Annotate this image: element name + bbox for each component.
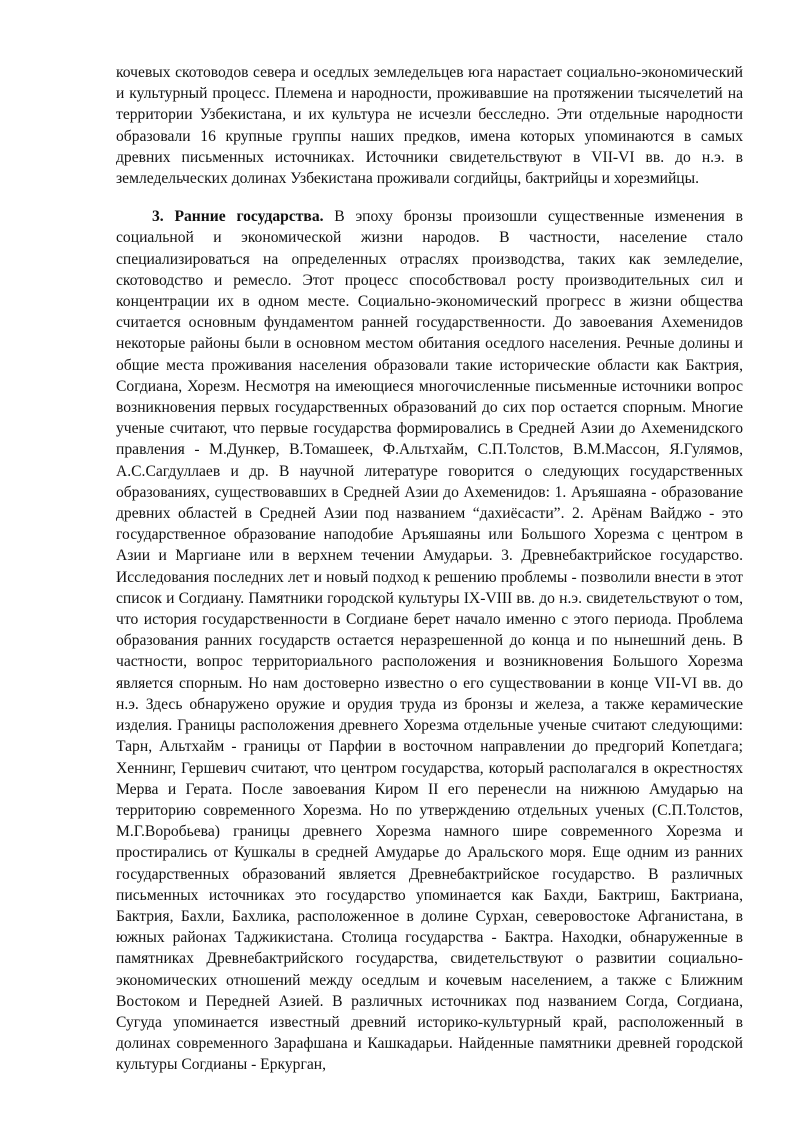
paragraph-early-states-body: В эпоху бронзы произошли существенные изменения в социальной и экономической жизни народов. В частности, население стало специализироваться на определенных отраслях производства, таких как земледелие, скотоводство и ремесло. Этот процесс способствовал росту производительных сил и концентрации их в одном месте. Социально-экономический прогресс в жизни общества считается основным фундаментом ранней государственности. До завоевания Ахеменидов некоторые районы были в основном местом обитания оседлого населения. Речные долины и общие места проживания населения образовали такие исторические области как Бактрия, Согдиана, Хорезм. Несмотря на имеющиеся многочисленные письменные источники вопрос возникновения первых государственных образований до сих пор остается спорным. Многие ученые считают, что первые государства формировались в Средней Азии до Ахеменидского правления - М.Дункер, В.Томашеек, Ф.Альтхайм, С.П.Толстов, В.М.Массон, Я.Гулямов, А.С.Сагдуллаев и др. В научной литературе говорится о следующих государственных образованиях, существовавших в Средней Азии до Ахеменидов: 1. Аръяшаяна - образование древних областей в Средней Азии под названием “дахиёсасти”. 2. Арёнам Вайджо - это государственное образование наподобие Аръяшаяны или Большого Хорезма с центром в Азии и Маргиане или в верхнем течении Амударьи. 3. Древнебактрийское государство. Исследования последних лет и новый подход к решению проблемы - позволили внести в этот список и Согдиану. Памятники городской культуры IX-VIII вв. до н.э. свидетельствуют о том, что история государственности в Согдиане берет начало именно с этого периода. Проблема образования ранних государств остается неразрешенной до конца и по нынешний день. В частности, вопрос территориального расположения и возникновения Большого Хорезма является спорным. Но нам достоверно известно о его существовании в конце VII-VI вв. до н.э. Здесь обнаружено оружие и орудия труда из бронзы и железа, а также керамические изделия. Границы расположения древнего Хорезма отдельные ученые считают следующими: Тарн, Альтхайм - границы от Парфии в восточном направлении до предгорий Копетдага; Хеннинг, Гершевич считают, что центром государства, который располагался в окрестностях Мерва и Герата. После завоевания Киром II его перенесли на нижнюю Амударью на территорию современного Хорезма. Но по утверждению отдельных ученых (С.П.Толстов, М.Г.Воробьева) границы древнего Хорезма намного шире современного Хорезма и простирались от Кушкалы в средней Амударье до Аральского моря. Еще одним из ранних государственных образований является Древнебактрийское государство. В различных письменных источниках это государство упоминается как Бахди, Бактриш, Бактриана, Бактрия, Бахли, Бахлика, расположенное в долине Сурхан, северовостоке Афганистана, в южных районах Таджикистана. Столица государства - Бактра. Находки, обнаруженные в памятниках Древнебактрийского государства, свидетельствуют о развитии социально-экономических отношений между оседлым и кочевым населением, а также с Ближним Востоком и Передней Азией. В различных источниках под названием Согда, Согдиана, Сугуда упоминается известный древний историко-культурный край, расположенный в долинах современного Зарафшана и Кашкадарьи. Найденные памятники древней городской культуры Согдианы - Еркурган, [116, 208, 743, 1074]
paragraph-early-states [116, 206, 743, 1075]
paragraph-intro: кочевых скотоводов севера и оседлых земледельцев юга нарастает социально-экономический и культурный процесс. Племена и народности, проживавшие на протяжении тысячелетий на территории Узбекистана, и их культура не исчезли бесследно. Эти отдельные народности образовали 16 крупные группы наших предков, имена которых упоминаются в самых древних письменных источниках. Источники свидетельствуют в VII-VI вв. до н.э. в земледельческих долинах Узбекистана проживали согдийцы, бактрийцы и хорезмийцы. [116, 64, 743, 188]
document-page [116, 62, 743, 1076]
section-heading: 3. Ранние государства. [152, 208, 324, 226]
